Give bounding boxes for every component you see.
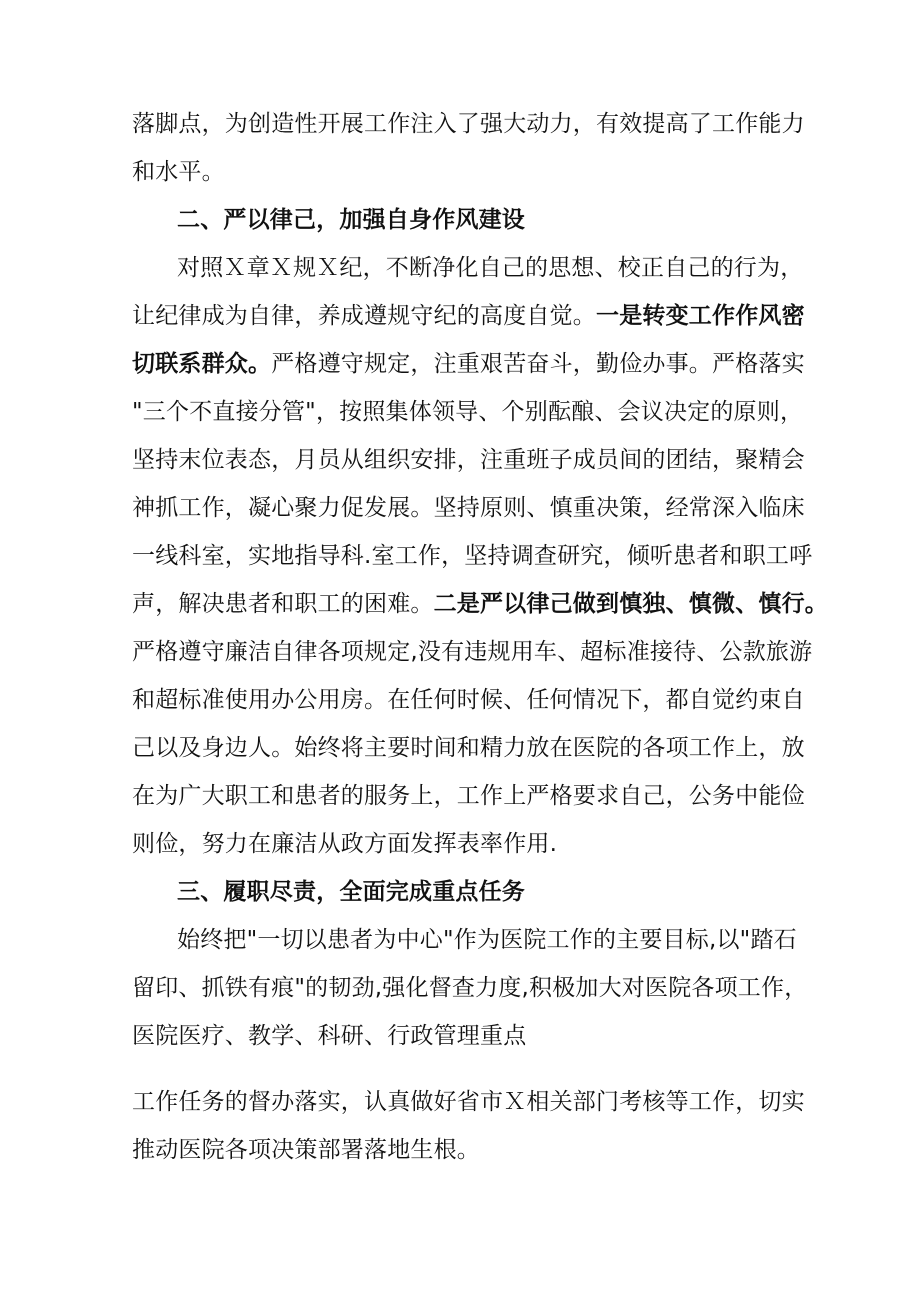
text-line: 对照Ｘ章Ｘ规Ｘ纪，不断净化自己的思想、校正自己的行为，	[177, 255, 804, 281]
text-line	[132, 292, 832, 340]
text-line: 工作任务的督办落实，认真做好省市Ｘ相关部门考核等工作，切实	[132, 1089, 805, 1115]
text-line: 严格遵守廉洁自律各项规定,没有违规用车、超标准接待、公款旅游	[132, 639, 813, 665]
text-line: 和水平。	[132, 159, 225, 185]
text-line	[132, 580, 832, 628]
text-line: 神抓工作，凝心聚力促发展。坚持原则、慎重决策，经常深入临床	[132, 495, 805, 521]
bold-text-run: 二是严以律己做到慎独、慎微、慎行。	[433, 591, 829, 617]
section-heading-2: 二、严以律己，加强自身作风建设	[177, 207, 525, 233]
text-run: 严格遵守规定，注重艰苦奋斗，勤俭办事。严格落实	[271, 351, 805, 377]
text-line: 推动医院各项决策部署落地生根。	[132, 1137, 480, 1163]
text-run: 声，解决患者和职工的困难。	[132, 591, 434, 617]
section-heading-3: 三、履职尽责，全面完成重点任务	[177, 879, 525, 905]
text-line: 则俭，努力在廉洁从政方面发挥表率作用.	[132, 831, 558, 857]
text-line: 一线科室，实地指导科.室工作，坚持调查研究，倾听患者和职工呼	[132, 543, 813, 569]
bold-text-run: 切联系群众。	[132, 351, 272, 377]
text-line: 落脚点，为创造性开展工作注入了强大动力，有效提高了工作能力	[132, 111, 805, 137]
section-3-paragraph	[132, 916, 832, 1174]
text-line	[132, 340, 832, 388]
text-line: 坚持末位表态，月员从组织安排，注重班子成员间的团结，聚精会	[132, 447, 805, 473]
text-line: 和超标准使用办公用房。在任何时候、任何情况下，都自觉约束自	[132, 687, 805, 713]
section-2-paragraph	[132, 244, 832, 868]
text-run: 让纪律成为自律，养成遵规守纪的高度自觉。	[132, 303, 596, 329]
text-line: 始终把"一切以患者为中心"作为医院工作的主要目标,以"踏石	[177, 927, 797, 953]
intro-paragraph-tail	[132, 100, 832, 196]
text-line: 留印、抓铁有痕"的韧劲,强化督查力度,积极加大对医院各项工作，	[132, 975, 808, 1001]
text-line: 医院医疗、教学、科研、行政管理重点	[132, 1023, 527, 1049]
text-line: 在为广大职工和患者的服务上，工作上严格要求自己，公务中能俭	[132, 783, 805, 809]
text-line: 己以及身边人。始终将主要时间和精力放在医院的各项工作上，放	[132, 735, 805, 761]
text-line: "三个不直接分管"，按照集体领导、个别酝酿、会议决定的原则，	[132, 399, 804, 425]
bold-text-run: 一是转变工作作风密	[596, 303, 805, 329]
